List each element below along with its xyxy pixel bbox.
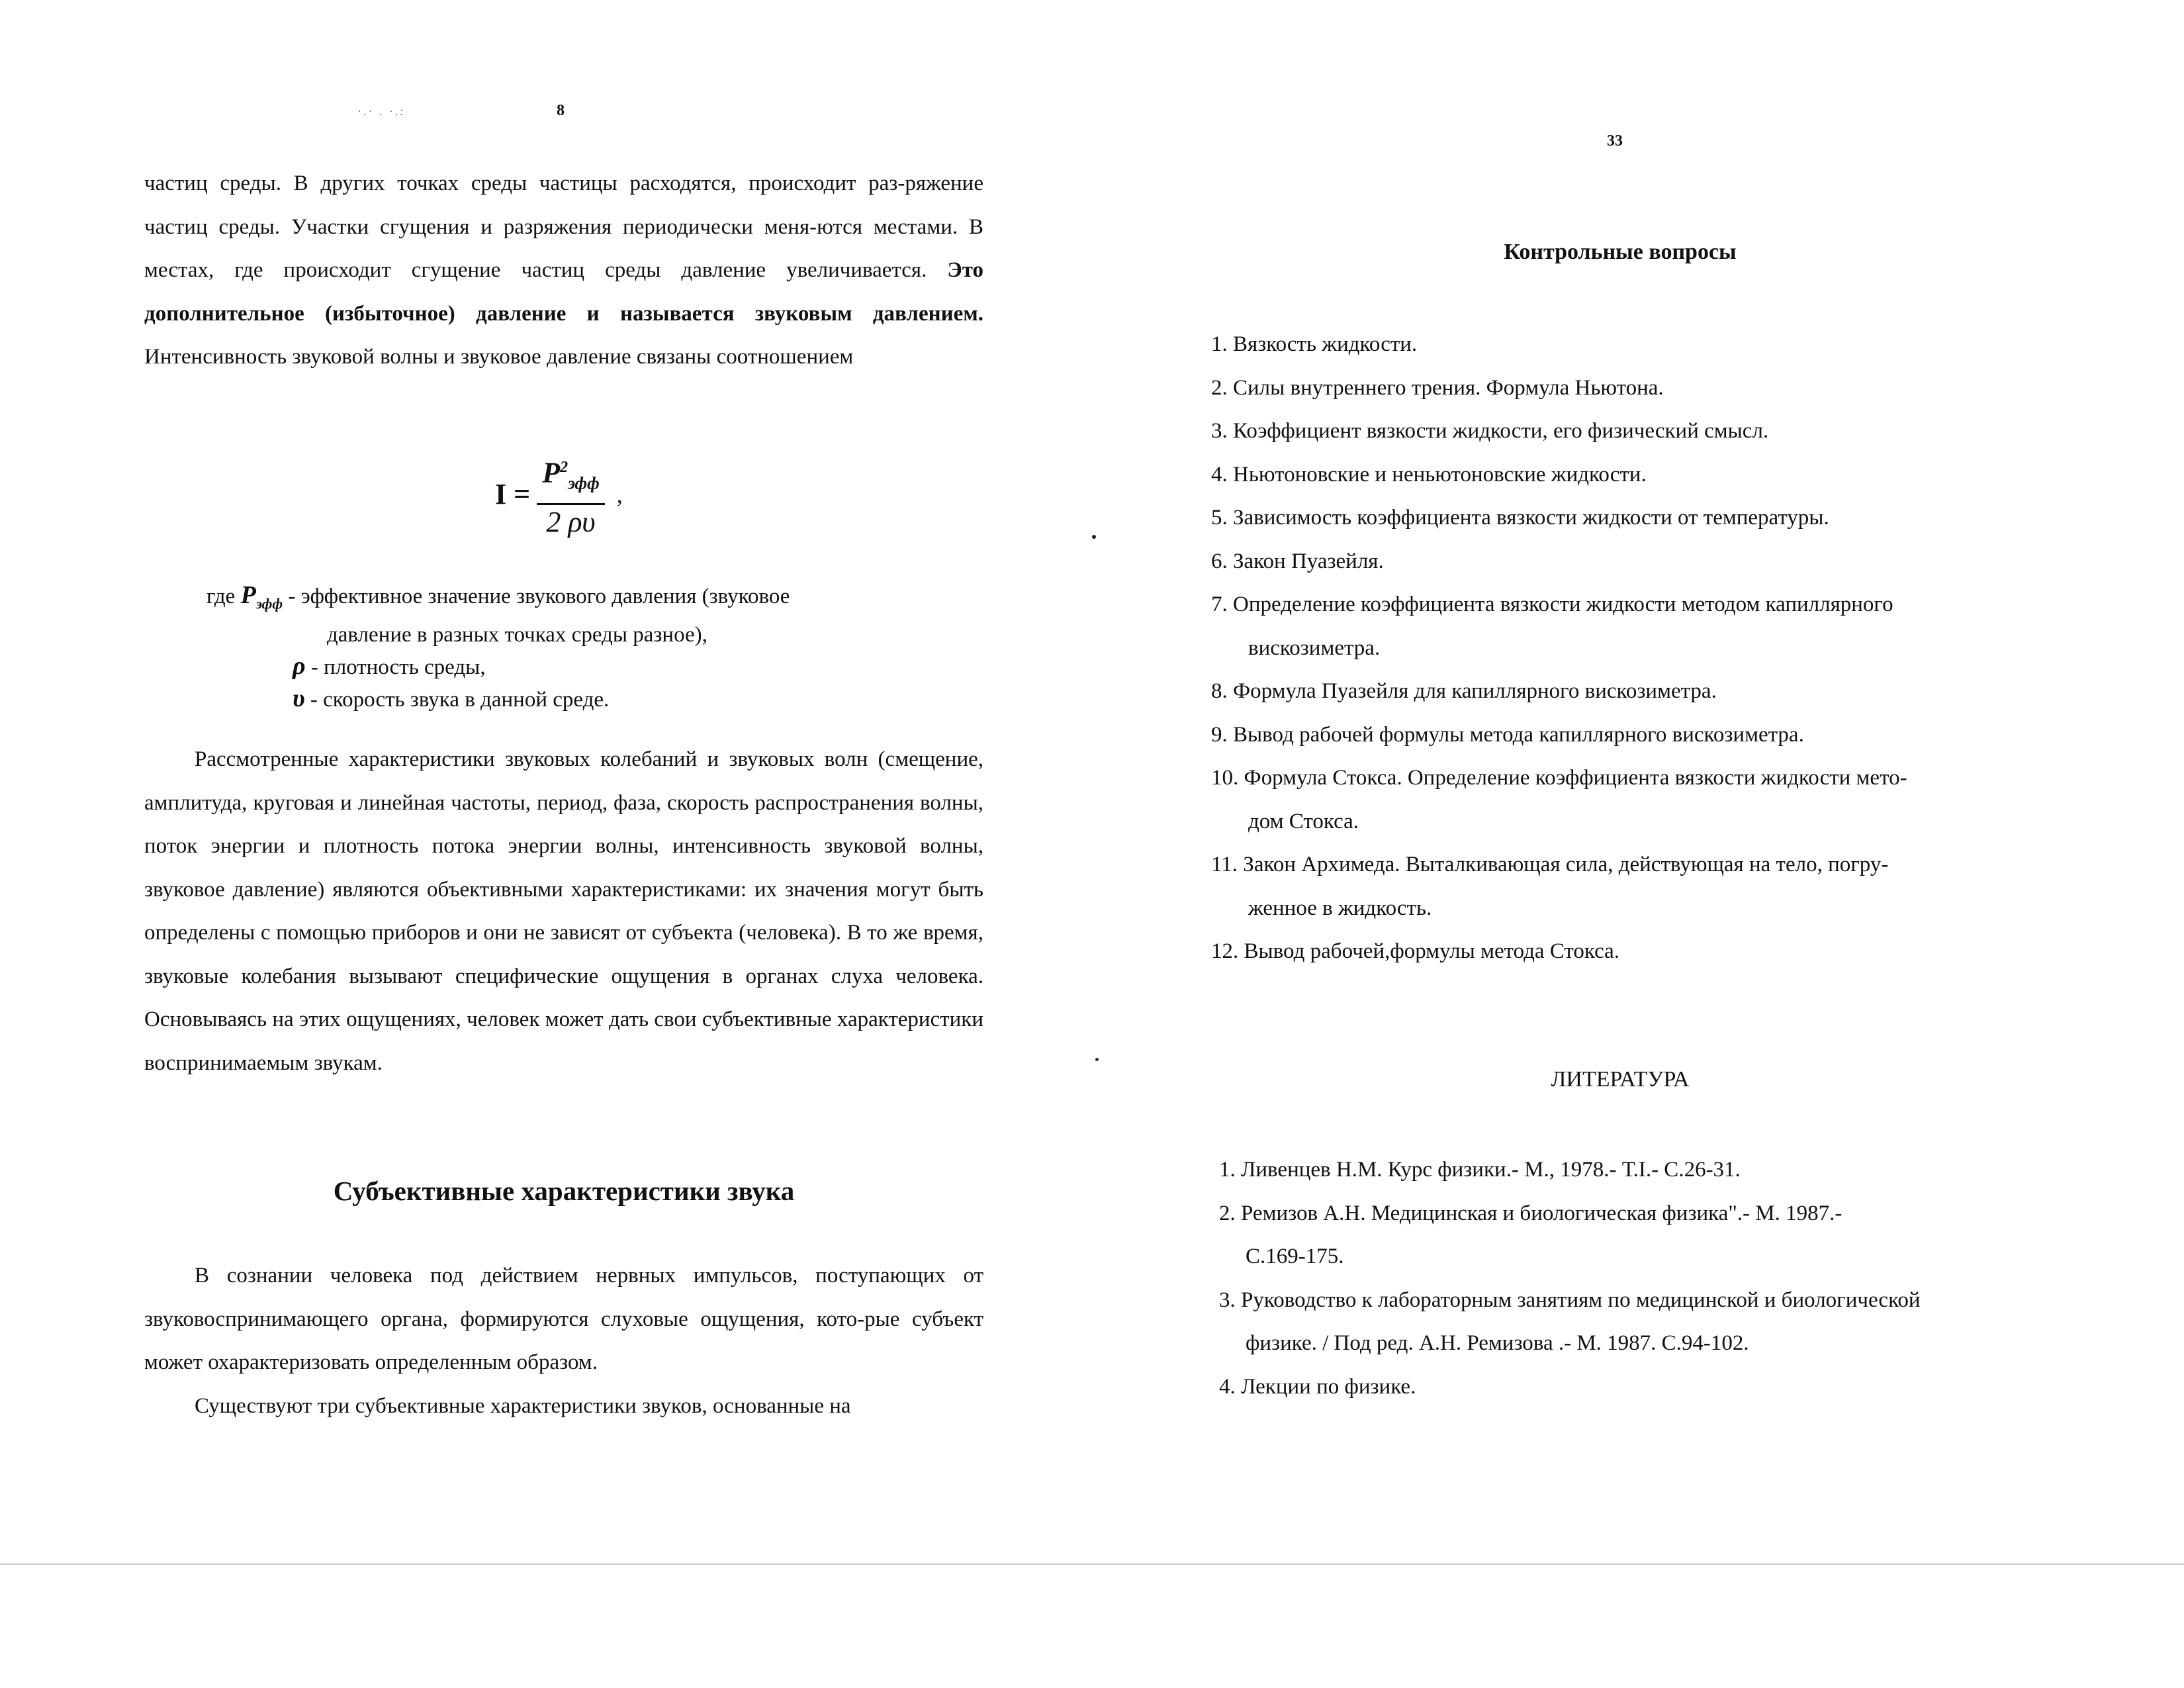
item-number: 2.	[1219, 1201, 1236, 1225]
list-item	[1211, 323, 2037, 367]
legend-rho-text: - плотность среды,	[310, 655, 486, 679]
item-number: 10.	[1211, 766, 1239, 790]
list-item	[1211, 670, 2037, 714]
item-text-continued: дом Стокса.	[1248, 809, 1359, 833]
item-text: Определение коэффициента вязкости жидкости методом капиллярного	[1233, 592, 1893, 616]
formula-numerator-subscript: эфф	[568, 473, 600, 493]
scan-speck	[1092, 535, 1096, 539]
three-characteristics-paragraph: Существуют три субъективные характеристики звуков, основанные на	[195, 1393, 851, 1418]
list-item	[1211, 540, 2037, 584]
item-number: 2.	[1211, 375, 1228, 400]
item-text: Коэффициент вязкости жидкости, его физический смысл.	[1233, 419, 1769, 443]
legend-p-symbol	[240, 581, 283, 612]
list-item	[1211, 843, 2037, 930]
item-text: Силы внутреннего трения. Формула Ньютона.	[1233, 375, 1664, 400]
formula-numerator	[537, 449, 605, 505]
item-text: Закон Архимеда. Выталкивающая сила, действующая на тело, погру-	[1243, 853, 1889, 876]
item-number: 4.	[1211, 462, 1228, 487]
list-item	[1219, 1366, 2037, 1409]
legend-p-text-continued: давление в разных точках среды разное),	[327, 622, 707, 647]
intro-text: частиц среды. В других точках среды частицы расходятся, происходит раз-ряжение частиц среды. Участки сгущения и разряжения периодически меня-ются местами. В местах, где происходит сгущение частиц среды давление увеличивается.	[144, 171, 983, 282]
list-item	[1211, 583, 2037, 670]
item-text: Формула Стокса. Определение коэффициента вязкости жидкости мето-	[1244, 766, 1907, 790]
legend-row-density	[206, 651, 968, 683]
item-text: Ремизов А.Н. Медицинская и биологическая физика".- М. 1987.-	[1241, 1201, 1843, 1225]
item-text-continued: С.169-175.	[1246, 1244, 1344, 1268]
item-number: 3.	[1219, 1288, 1236, 1312]
item-text: Вывод рабочей,формулы метода Стокса.	[1244, 939, 1620, 963]
item-text: Лекции по физике.	[1241, 1374, 1416, 1399]
item-number: 3.	[1211, 419, 1228, 443]
legend-p-letter: P	[240, 581, 256, 609]
list-item	[1211, 367, 2037, 410]
legend-p-subscript: эфф	[255, 595, 283, 612]
formula-numerator-power: 2	[560, 459, 569, 476]
list-item	[1219, 1279, 2037, 1366]
item-text: Руководство к лабораторным занятиям по медицинской и биологической	[1241, 1288, 1921, 1312]
item-text: Закон Пуазейля.	[1233, 549, 1384, 573]
scan-artifact: ·.· . ·.:	[357, 105, 406, 118]
list-item	[1211, 496, 2037, 540]
formula-numerator-symbol: P	[542, 456, 561, 489]
list-item	[1211, 757, 2037, 843]
formula-trail: ,	[616, 481, 623, 508]
subjective-paragraphs	[144, 1254, 983, 1428]
legend-rho-symbol: ρ	[293, 651, 306, 680]
list-item	[1219, 1192, 2037, 1279]
intro-tail: Интенсивность звуковой волны и звуковое давление связаны соотношением	[144, 345, 854, 369]
item-number: 11.	[1211, 853, 1238, 876]
questions-list	[1211, 323, 2037, 974]
formula-fraction	[537, 449, 605, 539]
list-item	[1219, 1149, 2037, 1192]
item-text-continued: женное в жидкость.	[1248, 896, 1432, 920]
literature-title: ЛИТЕРАТУРА	[1551, 1067, 1690, 1092]
left-page-number: 8	[557, 102, 565, 119]
formula-lhs: I =	[495, 478, 531, 511]
item-number: 7.	[1211, 592, 1228, 616]
left-intro-paragraph	[144, 162, 983, 379]
intro-bold-definition: Это дополнительное (избыточное) давление и называется звуковым давлением.	[144, 258, 983, 326]
list-item	[1211, 410, 2037, 453]
item-number: 8.	[1211, 679, 1228, 703]
legend-v-text: - скорость звука в данной среде.	[310, 687, 610, 712]
item-text: Вывод рабочей формулы метода капиллярного вискозиметра.	[1233, 722, 1804, 747]
legend-p-text: - эффективное значение звукового давления (звуковое	[288, 585, 790, 608]
literature-list	[1219, 1149, 2037, 1409]
objective-text: Рассмотренные характеристики звуковых колебаний и звуковых волн (смещение, амплитуда, круговая и линейная частоты, период, фаза, скорость распространения волны, поток энергии и плотность потока энергии волны, интенсивность звуковой волны, звуковое давление) являются объективными характеристиками: их значения могут быть определены с помощью приборов и они не зависят от субъекта (человека). В то же время, звуковые колебания вызывают специфические ощущения в органах слуха человека. Основываясь на этих ощущениях, человек может дать свои субъективные характеристики воспринимаемым звукам.	[144, 747, 983, 1075]
item-number: 6.	[1211, 549, 1228, 573]
legend-row-pressure	[206, 580, 968, 620]
objective-characteristics-paragraph	[144, 738, 983, 1085]
item-text: Формула Пуазейля для капиллярного вискозиметра.	[1233, 679, 1717, 703]
scan-speck	[1095, 1058, 1099, 1061]
item-number: 1.	[1211, 332, 1228, 356]
section-title: Субъективные характеристики звука	[333, 1176, 795, 1206]
consciousness-paragraph: В сознании человека под действием нервных импульсов, поступающих от звуковоспринимающего органа, формируются слуховые ощущения, кото-рые субъект может охарактеризовать определенным образом.	[144, 1264, 983, 1374]
item-text: Вязкость жидкости.	[1233, 332, 1418, 356]
legend-where: где	[206, 585, 236, 608]
item-text: Ливенцев Н.М. Курс физики.- М., 1978.- Т.I.- С.26-31.	[1241, 1158, 1741, 1182]
questions-title: Контрольные вопросы	[1504, 240, 1737, 264]
legend-v-symbol: υ	[293, 684, 305, 712]
list-item	[1211, 714, 2037, 757]
formula-legend	[206, 580, 968, 716]
item-number: 5.	[1211, 506, 1228, 530]
intensity-formula	[495, 449, 623, 539]
item-text-continued: вискозиметра.	[1248, 635, 1381, 660]
item-text: Зависимость коэффициента вязкости жидкости от температуры.	[1233, 506, 1829, 530]
item-text: Ньютоновские и неньютоновские жидкости.	[1233, 462, 1647, 487]
item-number: 9.	[1211, 722, 1228, 747]
page-bottom-divider	[0, 1564, 2184, 1565]
item-number: 4.	[1219, 1374, 1236, 1399]
right-page-number: 33	[1607, 132, 1623, 150]
list-item	[1211, 930, 2037, 974]
item-text-continued: физике. / Под ред. А.Н. Ремизова .- М. 1987. С.94-102.	[1246, 1331, 1749, 1355]
list-item	[1211, 453, 2037, 497]
legend-row-speed	[206, 683, 968, 716]
item-number: 1.	[1219, 1158, 1236, 1182]
item-number: 12.	[1211, 939, 1239, 963]
formula-denominator: 2 ρυ	[546, 506, 596, 539]
